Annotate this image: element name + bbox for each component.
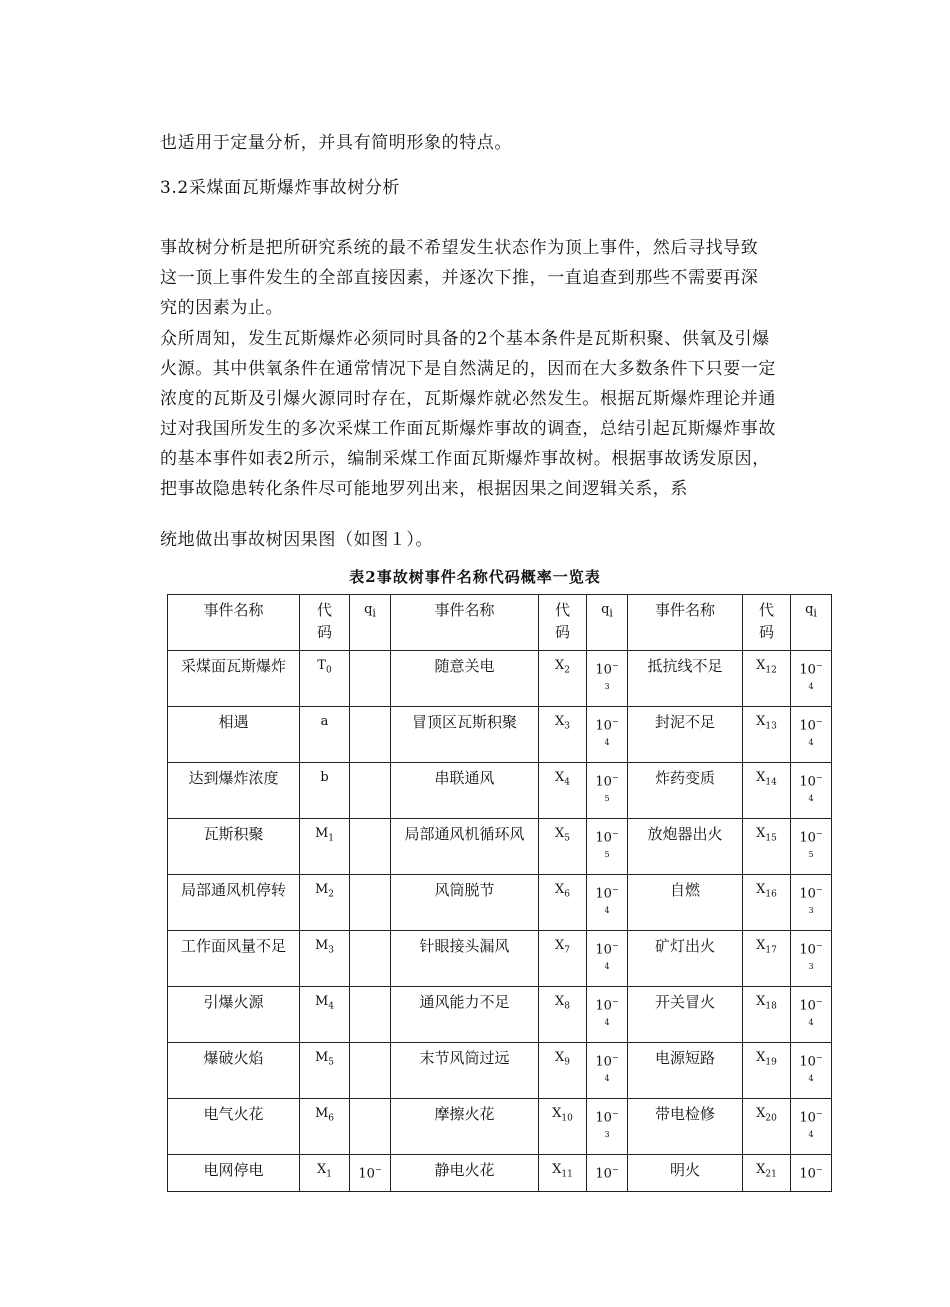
event-code: X [555,882,565,897]
event-code-cell [539,1155,587,1192]
probability-exponent: 4 [604,1074,610,1084]
table-row [168,931,832,987]
probability-cell [587,1155,628,1192]
probability-cell [791,875,832,931]
exponent-sign: − [611,1053,619,1062]
event-code-subscript: 3 [564,721,570,732]
table-caption: 表2事故树事件名称代码概率一览表 [349,568,601,586]
event-code-subscript: 2 [564,665,570,676]
event-name-cell: 炸药变质 [628,763,743,819]
event-name-cell: 矿灯出火 [628,931,743,987]
event-code: X [317,1162,327,1177]
event-name-cell: 封泥不足 [628,707,743,763]
event-code: X [756,882,766,897]
probability-cell [791,763,832,819]
event-code-cell [743,651,791,707]
exponent-sign: − [815,997,823,1006]
probability-cell [350,1099,391,1155]
header-event-name: 事件名称 [168,595,300,651]
header-probability: $q_i$ [350,595,391,651]
probability-base: 10 [799,1110,816,1126]
table-row [168,707,832,763]
event-name-cell: 开关冒火 [628,987,743,1043]
header-code: 代 码 [743,595,791,651]
probability-exponent: 3 [604,682,610,692]
event-code-cell [300,819,350,875]
probability-base: 10 [358,1166,375,1182]
probability-cell [791,931,832,987]
event-code-cell [743,707,791,763]
probability-cell [587,875,628,931]
event-code: X [756,994,766,1009]
probability-cell [350,931,391,987]
event-code-subscript: 13 [765,721,777,732]
event-name-cell: 摩擦火花 [391,1099,539,1155]
text-line: 浓度的瓦斯及引爆火源同时存在，瓦斯爆炸就必然发生。根据瓦斯爆炸理论并通 [160,389,776,409]
probability-cell [791,707,832,763]
event-name-cell: 风筒脱节 [391,875,539,931]
exponent-sign: − [815,1165,823,1174]
probability-cell [350,987,391,1043]
event-code-subscript: 12 [765,665,777,676]
probability-exponent: 4 [808,1018,814,1028]
event-code-cell [539,1099,587,1155]
event-name-cell: 达到爆炸浓度 [168,763,300,819]
exponent-sign: − [815,941,823,950]
event-code-cell [743,1155,791,1192]
event-code-subscript: 15 [765,833,777,844]
exponent-sign: − [815,717,823,726]
exponent-sign: − [611,941,619,950]
event-code: X [756,1162,766,1177]
text-line: 众所周知，发生瓦斯爆炸必须同时具备的2个基本条件是瓦斯积聚、供氧及引爆 [160,329,770,349]
event-code: M [314,994,329,1009]
event-code-subscript: 20 [765,1113,777,1124]
probability-cell [791,1043,832,1099]
event-code-cell [743,1043,791,1099]
event-code-subscript: 19 [765,1057,777,1068]
header-event-name: 事件名称 [628,595,743,651]
section-heading: 3.2采煤面瓦斯爆炸事故树分析 [160,178,401,198]
event-code: X [555,658,565,673]
probability-cell [587,763,628,819]
exponent-sign: − [611,773,619,782]
event-code-subscript: 1 [328,833,335,844]
event-code-subscript: 4 [328,1001,335,1012]
event-code-subscript: 5 [328,1057,335,1068]
table-row [168,1155,832,1192]
event-code-subscript: 14 [765,777,777,788]
table-row [168,763,832,819]
event-code-subscript: 17 [765,945,777,956]
exponent-sign: − [611,717,619,726]
probability-base: 10 [799,830,816,846]
event-code-cell [743,987,791,1043]
probability-cell [587,1099,628,1155]
event-code-subscript: 21 [765,1169,777,1180]
probability-base: 10 [595,1110,612,1126]
paragraph-figure-ref: 统地做出事故树因果图（如图１）。 [160,530,434,550]
event-code-subscript: 3 [328,945,335,956]
event-code: X [756,1106,766,1121]
probability-cell [350,651,391,707]
probability-exponent: 3 [808,906,814,916]
event-code-cell [743,1099,791,1155]
probability-base: 10 [595,830,612,846]
event-code-cell [539,1043,587,1099]
event-code-cell [300,987,350,1043]
event-code-cell [539,875,587,931]
event-code: T [317,658,326,673]
text-line: 事故树分析是把所研究系统的最不希望发生状态作为顶上事件，然后寻找导致 [160,238,759,258]
header-probability: $q_i$ [791,595,832,651]
event-code-cell [539,987,587,1043]
probability-base: 10 [595,718,612,734]
exponent-sign: − [611,829,619,838]
event-code-cell [300,1099,350,1155]
exponent-sign: − [815,661,823,670]
table-row [168,875,832,931]
probability-base: 10 [799,886,816,902]
event-name-cell: 明火 [628,1155,743,1192]
event-name-cell: 局部通风机循环风 [391,819,539,875]
event-code-cell [539,651,587,707]
event-code: X [756,770,766,785]
header-event-name: 事件名称 [391,595,539,651]
probability-base: 10 [799,998,816,1014]
event-table [167,594,832,1192]
event-code: M [314,938,329,953]
event-code: M [314,826,329,841]
probability-base: 10 [799,662,816,678]
event-code: X [552,1162,562,1177]
event-name-cell: 串联通风 [391,763,539,819]
event-code: X [555,714,565,729]
event-code: X [552,1106,562,1121]
text-line: 这一顶上事件发生的全部直接因素，并逐次下推，一直追查到那些不需要再深 [160,268,759,288]
event-code: M [314,882,329,897]
probability-base: 10 [595,1166,612,1182]
probability-base: 10 [799,774,816,790]
probability-cell [791,987,832,1043]
event-code: X [756,826,766,841]
header-code: 代 码 [300,595,350,651]
text-line: 过对我国所发生的多次采煤工作面瓦斯爆炸事故的调查，总结引起瓦斯爆炸事故 [160,419,776,439]
probability-cell [587,819,628,875]
probability-cell [791,651,832,707]
probability-base: 10 [799,1054,816,1070]
event-code-cell [539,931,587,987]
exponent-sign: − [611,885,619,894]
table-row [168,819,832,875]
exponent-sign: − [815,773,823,782]
probability-cell [350,1155,391,1192]
event-name-cell: 针眼接头漏风 [391,931,539,987]
text-line: 究的因素为止。 [160,298,284,318]
probability-base: 10 [595,942,612,958]
exponent-sign: − [815,1109,823,1118]
event-code-cell [300,931,350,987]
event-code: X [756,938,766,953]
event-code-cell [743,931,791,987]
probability-base: 10 [595,774,612,790]
event-code-subscript: 1 [326,1169,332,1180]
probability-cell [587,707,628,763]
event-name-cell: 爆破火焰 [168,1043,300,1099]
event-code-cell [300,1043,350,1099]
probability-cell [587,1043,628,1099]
event-code-subscript: 18 [765,1001,777,1012]
event-code-cell [300,875,350,931]
probability-exponent: 5 [604,850,610,860]
event-code-cell [743,763,791,819]
probability-cell [791,1155,832,1192]
event-name-cell: 通风能力不足 [391,987,539,1043]
event-code-cell [539,819,587,875]
exponent-sign: − [611,997,619,1006]
event-code: M [314,1106,329,1121]
paragraph-intro-end: 也适用于定量分析，并具有简明形象的特点。 [160,133,512,153]
event-code-cell [743,819,791,875]
text-line: 的基本事件如表2所示，编制采煤工作面瓦斯爆炸事故树。根据事故诱发原因， [160,449,770,469]
paragraph-gas-explosion [160,324,820,504]
probability-base: 10 [799,718,816,734]
event-code-subscript: 8 [564,1001,570,1012]
event-name-cell: 随意关电 [391,651,539,707]
table-header-row [168,595,832,651]
probability-exponent: 4 [604,962,610,972]
event-name-cell: 末节风筒过远 [391,1043,539,1099]
event-code: X [555,826,565,841]
text-line: 火源。其中供氧条件在通常情况下是自然满足的，因而在大多数条件下只要一定 [160,359,776,379]
event-code-subscript: 10 [561,1113,573,1124]
event-name-cell: 抵抗线不足 [628,651,743,707]
probability-cell [587,651,628,707]
exponent-sign: − [815,829,823,838]
event-name-cell: 引爆火源 [168,987,300,1043]
event-code-subscript: 5 [564,833,570,844]
event-code-cell [539,707,587,763]
exponent-sign: − [815,885,823,894]
event-code-subscript: 6 [564,889,570,900]
exponent-sign: − [374,1165,382,1174]
probability-cell [350,1043,391,1099]
probability-base: 10 [595,998,612,1014]
event-code-subscript: 0 [325,665,332,676]
probability-exponent: 4 [808,794,814,804]
table-row [168,987,832,1043]
event-code: X [756,1050,766,1065]
event-code: X [756,658,766,673]
event-name-cell: 瓦斯积聚 [168,819,300,875]
probability-cell [350,763,391,819]
table-row [168,1043,832,1099]
probability-exponent: 4 [604,738,610,748]
event-code-subscript: 6 [328,1113,335,1124]
exponent-sign: − [611,661,619,670]
table-row [168,651,832,707]
probability-exponent: 4 [808,738,814,748]
event-code-cell [300,651,350,707]
event-code: X [555,770,565,785]
event-code-cell [300,1155,350,1192]
event-code-subscript: 4 [564,777,570,788]
event-code-subscript: 7 [564,945,570,956]
event-code-subscript: 2 [328,889,335,900]
event-code-cell [539,763,587,819]
probability-exponent: 3 [604,1130,610,1140]
event-name-cell: 自燃 [628,875,743,931]
event-name-cell: 工作面风量不足 [168,931,300,987]
event-name-cell: 冒顶区瓦斯积聚 [391,707,539,763]
event-code: X [756,714,766,729]
probability-cell [791,819,832,875]
event-name-cell: 电气火花 [168,1099,300,1155]
table-row [168,1099,832,1155]
event-code-cell [300,707,350,763]
probability-exponent: 5 [604,794,610,804]
probability-exponent: 4 [808,1130,814,1140]
event-name-cell: 采煤面瓦斯爆炸 [168,651,300,707]
probability-base: 10 [799,942,816,958]
paragraph-fta-definition [160,233,820,323]
probability-exponent: 4 [808,1074,814,1084]
probability-base: 10 [595,886,612,902]
exponent-sign: − [611,1165,619,1174]
probability-exponent: 5 [808,850,814,860]
event-name-cell: 放炮器出火 [628,819,743,875]
probability-exponent: 4 [604,906,610,916]
event-name-cell: 电网停电 [168,1155,300,1192]
event-code: a [320,714,329,729]
probability-base: 10 [595,1054,612,1070]
header-probability: $q_i$ [587,595,628,651]
event-code: X [555,994,565,1009]
text-line: 把事故隐患转化条件尽可能地罗列出来，根据因果之间逻辑关系，系 [160,479,688,499]
probability-exponent: 4 [604,1018,610,1028]
event-code-subscript: 9 [564,1057,570,1068]
event-code-cell [300,763,350,819]
event-name-cell: 相遇 [168,707,300,763]
probability-cell [587,987,628,1043]
event-name-cell: 局部通风机停转 [168,875,300,931]
probability-cell [587,931,628,987]
exponent-sign: − [815,1053,823,1062]
event-code: M [314,1050,329,1065]
probability-cell [350,875,391,931]
event-code-subscript: 16 [765,889,777,900]
event-name-cell: 带电检修 [628,1099,743,1155]
probability-exponent: 3 [808,962,814,972]
probability-cell [350,819,391,875]
event-code-subscript: 11 [561,1169,573,1180]
event-name-cell: 电源短路 [628,1043,743,1099]
probability-base: 10 [799,1166,816,1182]
event-code: X [555,938,565,953]
probability-cell [350,707,391,763]
event-code-cell [743,875,791,931]
event-code: b [320,770,329,785]
header-code: 代 码 [539,595,587,651]
probability-cell [791,1099,832,1155]
event-name-cell: 静电火花 [391,1155,539,1192]
exponent-sign: − [611,1109,619,1118]
event-code: X [555,1050,565,1065]
probability-exponent: 4 [808,682,814,692]
probability-base: 10 [595,662,612,678]
